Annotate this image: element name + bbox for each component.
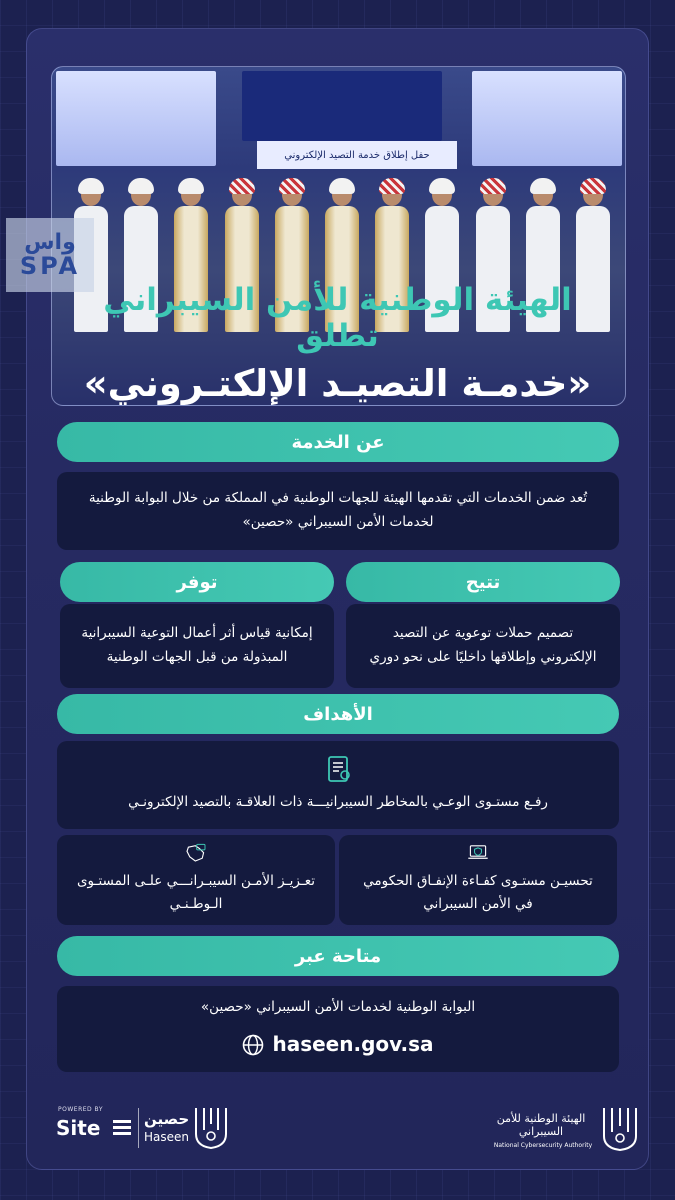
headline [60, 282, 615, 405]
provides-text: إمكانية قياس أثر أعمال التوعية السيبرانية المبذولة من قبل الجهات الوطنية [81, 625, 313, 665]
spa-arabic: واس [24, 230, 76, 255]
goal1-card [57, 741, 619, 829]
site-logo-text: Site [56, 1116, 101, 1140]
footer-divider [138, 1108, 139, 1148]
availability-text: البوابة الوطنية لخدمات الأمن السيبراني «حصين» [200, 998, 476, 1015]
spa-logo [6, 218, 94, 292]
footer [26, 1088, 649, 1168]
left-screen [56, 71, 216, 166]
availability-heading: متاحة عبر [57, 936, 619, 976]
headline-line1: الهيئة الوطنية للأمن السيبراني تطلق [103, 282, 572, 354]
headline-line2: «خدمـة التصيـد الإلكتـروني» [83, 362, 592, 405]
document-search-icon [321, 755, 355, 785]
site-logo-icon [112, 1118, 132, 1136]
about-card [57, 472, 619, 550]
center-screen [242, 71, 442, 141]
goal2-card [339, 835, 617, 925]
nca-name-english: National Cybersecurity Authority [493, 1142, 593, 1149]
nca-name-arabic: الهيئة الوطنية للأمن السيبراني [496, 1112, 586, 1139]
enables-heading: تتيح [346, 562, 620, 602]
haseen-url-link[interactable]: haseen.gov.sa [272, 1032, 434, 1057]
goal2-text: تحسيـن مستـوى كفـاءة الإنفـاق الحكومي في الأمن السيبراني [363, 872, 593, 913]
nca-emblem-icon [600, 1104, 640, 1152]
spa-latin: SPA [19, 252, 81, 280]
globe-icon [242, 1034, 264, 1056]
availability-card [57, 986, 619, 1072]
saudi-map-icon [179, 843, 213, 864]
enables-card [346, 604, 620, 688]
url-row[interactable] [242, 1027, 433, 1062]
provides-card [60, 604, 334, 688]
goal1-text: رفـع مستـوى الوعـي بالمخاطر السيبرانيـــة ذات العلاقـة بالتصيد الإلكترونـي [128, 794, 548, 811]
enables-text: تصميم حملات توعوية عن التصيد الإلكتروني وإطلاقها داخليًا على نحو دوري [369, 625, 597, 665]
right-screen [472, 71, 622, 166]
shield-laptop-icon [461, 843, 495, 864]
haseen-emblem-icon [192, 1104, 230, 1150]
event-banner: حفل إطلاق خدمة التصيد الإلكتروني [257, 141, 457, 169]
provides-heading: توفر [60, 562, 334, 602]
powered-by-label: POWERED BY [58, 1106, 104, 1113]
goals-heading: الأهداف [57, 694, 619, 734]
goal3-text: تعـزيـز الأمـن السيبـرانـــي علـى المستـوى الـوطـنـي [76, 872, 315, 913]
about-heading: عن الخدمة [57, 422, 619, 462]
haseen-logo-english: Haseen [144, 1130, 189, 1144]
about-text: تُعد ضمن الخدمات التي تقدمها الهيئة للجهات الوطنية في المملكة من خلال البوابة الوطنية لخدمات الأمن السيبراني «حصين» [88, 490, 588, 530]
goal3-card [57, 835, 335, 925]
haseen-logo-arabic: حصين [144, 1110, 190, 1128]
